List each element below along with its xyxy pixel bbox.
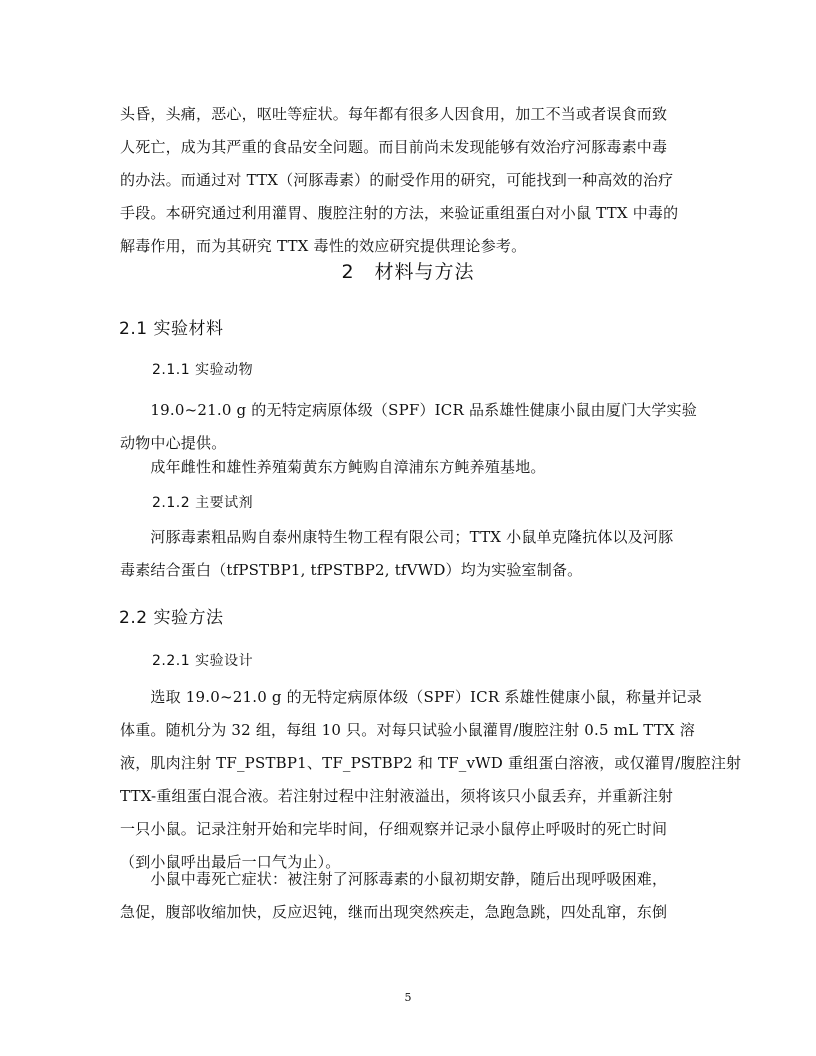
text-line: 的办法。而通过对 TTX（河豚毒素）的耐受作用的研究，可能找到一种高效的治疗 xyxy=(120,171,674,189)
text-line: 毒素结合蛋白（tfPSTBP1, tfPSTBP2, tfVWD）均为实验室制备。 xyxy=(120,561,583,579)
text-line: 一只小鼠。记录注射开始和完毕时间，仔细观察并记录小鼠停止呼吸时的死亡时间 xyxy=(120,820,668,838)
text-line: 液，肌肉注射 TF_PSTBP1、TF_PSTBP2 和 TF_vWD 重组蛋白溶液，或仅灌胃/腹腔注射 xyxy=(120,754,742,772)
text-line: 人死亡，成为其严重的食品安全问题。而目前尚未发现能够有效治疗河豚毒素中毒 xyxy=(120,138,668,156)
text-line: 小鼠中毒死亡症状：被注射了河豚毒素的小鼠初期安静，随后出现呼吸困难， xyxy=(120,870,668,888)
text-line: 动物中心提供。 xyxy=(120,434,227,452)
text-line: 19.0~21.0 g 的无特定病原体级（SPF）ICR 品系雄性健康小鼠由厦门大学实验 xyxy=(120,401,697,419)
section-heading-2-1-1: 2.1.1 实验动物 xyxy=(152,362,254,378)
page-number: 5 xyxy=(404,991,412,1004)
paragraph-poisoning-symptoms xyxy=(120,863,698,929)
paragraph-pufferfish-source xyxy=(120,451,698,484)
section-heading-2-1: 2.1 实验材料 xyxy=(119,319,224,339)
text-line: 成年雌性和雄性养殖菊黄东方鲀购自漳浦东方鲀养殖基地。 xyxy=(120,458,546,476)
text-line: 体重。随机分为 32 组，每组 10 只。对每只试验小鼠灌胃/腹腔注射 0.5 mL TTX 溶 xyxy=(120,721,695,739)
paragraph-reagents xyxy=(120,521,698,587)
text-line: 选取 19.0~21.0 g 的无特定病原体级（SPF）ICR 系雄性健康小鼠，称量并记录 xyxy=(120,688,702,706)
text-line: 急促，腹部收缩加快，反应迟钝，继而出现突然疾走，急跑急跳，四处乱窜，东倒 xyxy=(120,903,668,921)
section-heading-2: 2 材料与方法 xyxy=(341,261,475,283)
section-heading-2-2-1: 2.2.1 实验设计 xyxy=(152,653,254,669)
text-line: 河豚毒素粗品购自泰州康特生物工程有限公司；TTX 小鼠单克隆抗体以及河豚 xyxy=(120,528,674,546)
text-line: （到小鼠呼出最后一口气为止）。 xyxy=(120,853,341,871)
section-heading-2-2: 2.2 实验方法 xyxy=(119,608,224,628)
text-line: TTX-重组蛋白混合液。若注射过程中注射液溢出，须将该只小鼠丢弃，并重新注射 xyxy=(120,787,674,805)
section-heading-2-1-2: 2.1.2 主要试剂 xyxy=(152,495,254,511)
intro-paragraph xyxy=(120,98,698,263)
text-line: 手段。本研究通过利用灌胃、腹腔注射的方法，来验证重组蛋白对小鼠 TTX 中毒的 xyxy=(120,204,679,222)
paragraph-experimental-design xyxy=(120,681,742,879)
text-line: 头昏，头痛，恶心，呕吐等症状。每年都有很多人因食用，加工不当或者误食而致 xyxy=(120,105,668,123)
text-line: 解毒作用，而为其研究 TTX 毒性的效应研究提供理论参考。 xyxy=(120,237,527,255)
